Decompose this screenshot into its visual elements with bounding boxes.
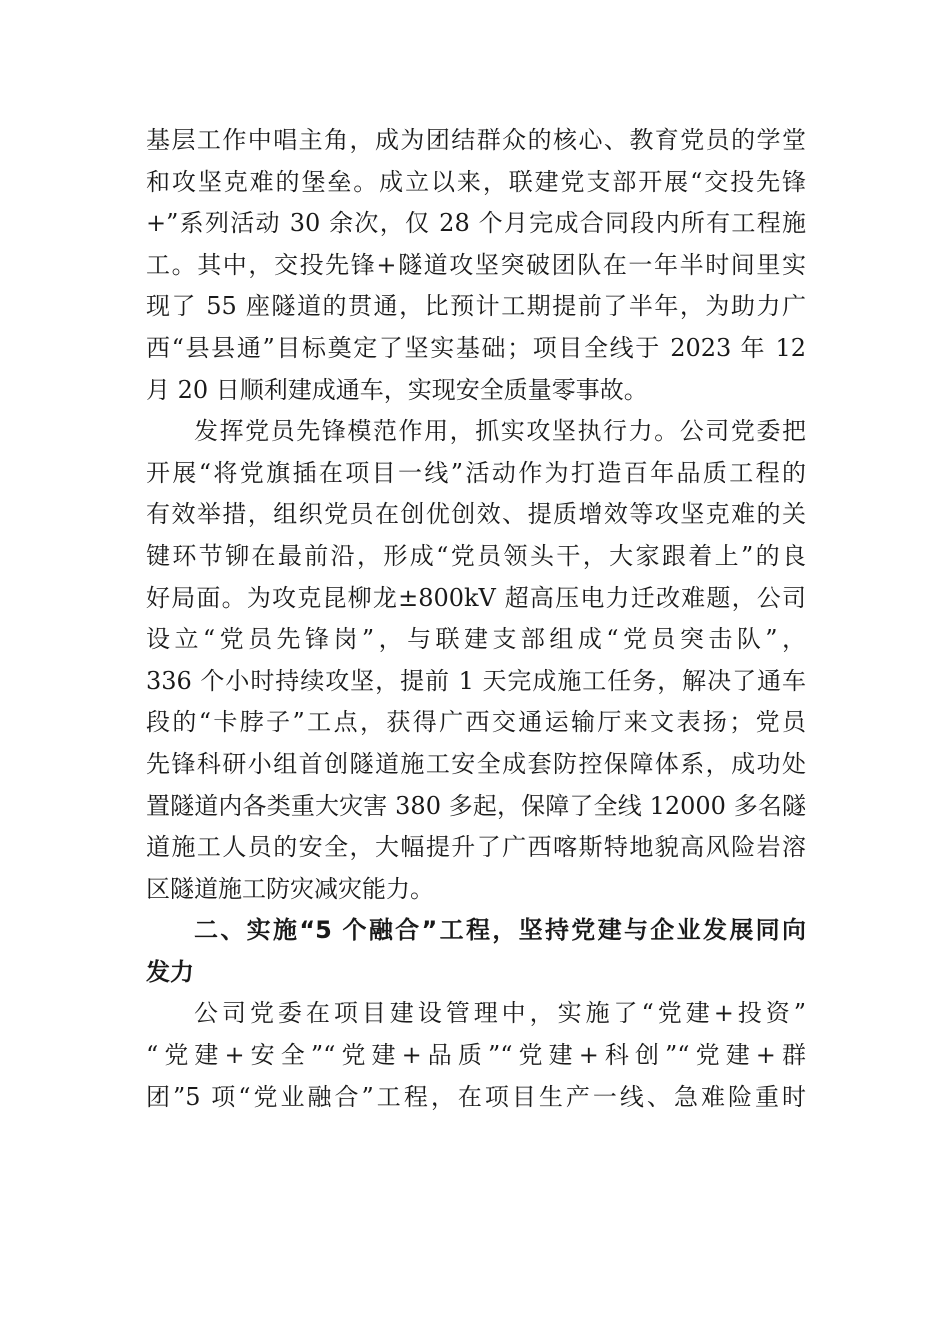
text-line: 现了 55 座隧道的贯通，比预计工期提前了半年，为助力广 — [146, 292, 806, 321]
text-line: 工。其中，交投先锋+隧道攻坚突破团队在一年半时间里实 — [146, 250, 806, 279]
document-page — [146, 120, 806, 1118]
text-line: 公司党委在项目建设管理中，实施了“党建+投资” — [194, 999, 806, 1028]
text-line: 先锋科研小组首创隧道施工安全成套防控保障体系，成功处 — [146, 749, 806, 778]
text-line: 团”5 项“党业融合”工程，在项目生产一线、急难险重时 — [146, 1082, 806, 1111]
text-line: 好局面。为攻克昆柳龙±800kV 超高压电力迁改难题，公司 — [146, 583, 806, 612]
section-heading — [146, 910, 806, 993]
text-line: 区隧道施工防灾减灾能力。 — [146, 874, 434, 903]
text-line: 月 20 日顺利建成通车，实现安全质量零事故。 — [146, 375, 648, 404]
text-line: “党建+安全”“党建+品质”“党建+科创”“党建+群 — [146, 1041, 806, 1070]
heading-line: 二、实施“5 个融合”工程，坚持党建与企业发展同向 — [194, 916, 806, 945]
text-line: 西“县县通”目标奠定了坚实基础；项目全线于 2023 年 12 — [146, 333, 806, 362]
text-line: 336 个小时持续攻坚，提前 1 天完成施工任务，解决了通车 — [146, 666, 806, 695]
text-line: 和攻坚克难的堡垒。成立以来，联建党支部开展“交投先锋 — [146, 167, 806, 196]
paragraph-1 — [146, 120, 806, 411]
heading-line: 发力 — [146, 957, 194, 986]
text-line: 开展“将党旗插在项目一线”活动作为打造百年品质工程的 — [146, 458, 806, 487]
text-line: 道施工人员的安全，大幅提升了广西喀斯特地貌高风险岩溶 — [146, 833, 806, 862]
paragraph-3 — [146, 993, 806, 1118]
text-line: 基层工作中唱主角，成为团结群众的核心、教育党员的学堂 — [146, 126, 806, 154]
text-line: 发挥党员先锋模范作用，抓实攻坚执行力。公司党委把 — [194, 417, 806, 446]
paragraph-2 — [146, 411, 806, 910]
text-line: 有效举措，组织党员在创优创效、提质增效等攻坚克难的关 — [146, 500, 806, 529]
text-line: 设立“党员先锋岗”，与联建支部组成“党员突击队”， — [146, 625, 806, 654]
text-line: 段的“卡脖子”工点，获得广西交通运输厅来文表扬；党员 — [146, 708, 806, 737]
text-line: 键环节铆在最前沿，形成“党员领头干，大家跟着上”的良 — [146, 541, 806, 570]
text-line: +”系列活动 30 余次，仅 28 个月完成合同段内所有工程施 — [146, 209, 806, 238]
text-line: 置隧道内各类重大灾害 380 多起，保障了全线 12000 多名隧 — [146, 791, 806, 820]
